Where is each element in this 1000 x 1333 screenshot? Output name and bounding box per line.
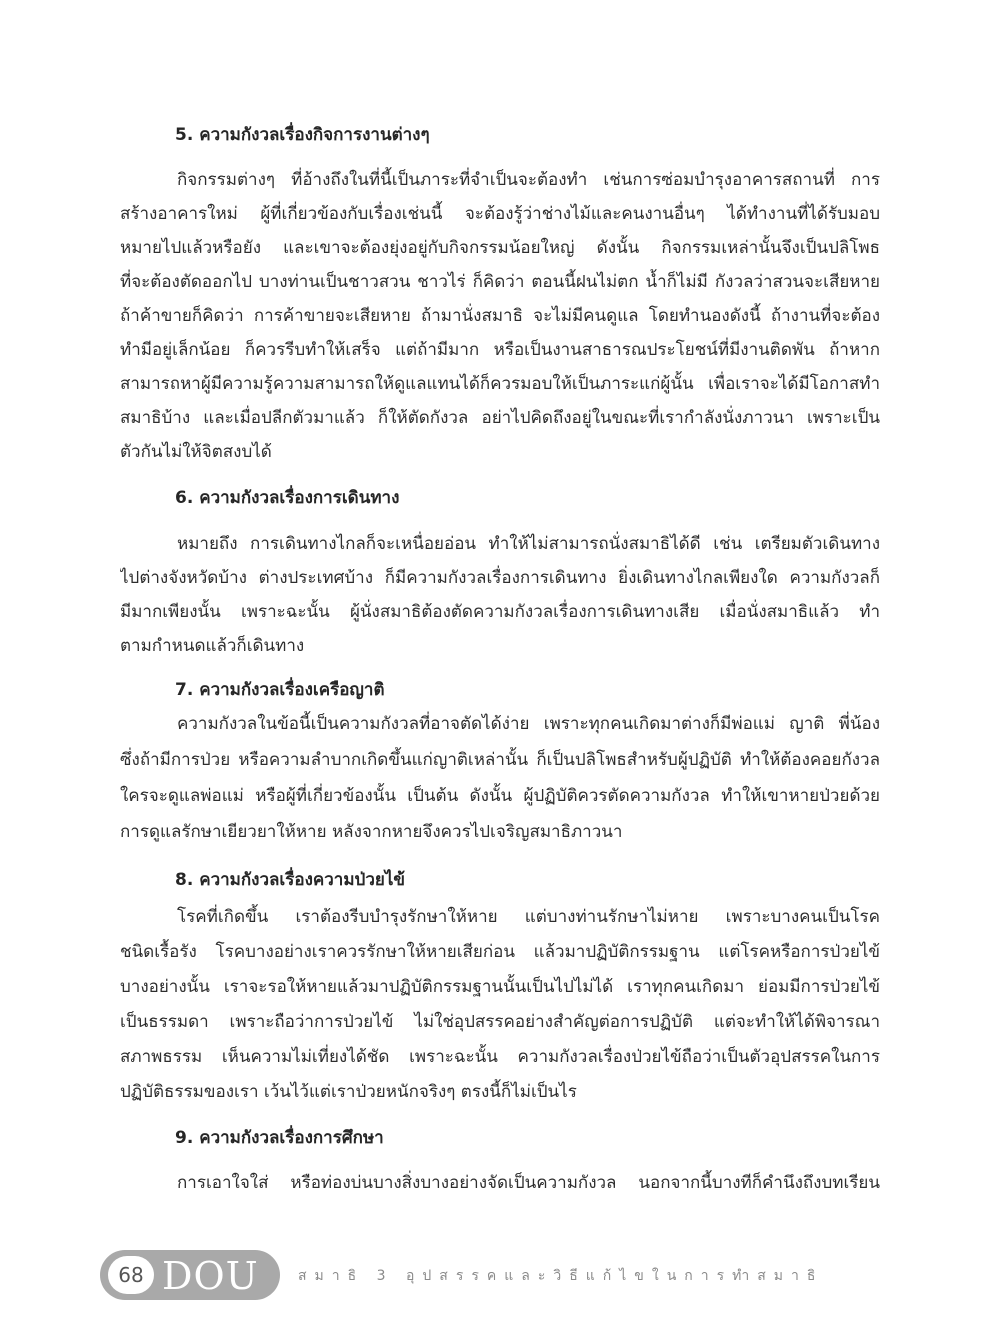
section-8-paragraph [120, 900, 880, 1110]
paragraph-line: ถ้าค้าขายก็คิดว่า การค้าขายจะเสียหาย ถ้ามานั่งสมาธิ จะไม่มีคนดูแล โดยทำนองดังนี้ ถ้างานที่จะต้อง [120, 306, 880, 326]
section-heading: 7. ความกังวลเรื่องเครือญาติ [175, 680, 385, 700]
section-heading: 5. ความกังวลเรื่องกิจการงานต่างๆ [175, 125, 430, 145]
paragraph-line: หมายถึง การเดินทางไกลก็จะเหนื่อยอ่อน ทำให้ไม่สามารถนั่งสมาธิได้ดี เช่น เตรียมตัวเดินทาง [177, 534, 880, 554]
paragraph-line: โรคที่เกิดขึ้น เราต้องรีบบำรุงรักษาให้หาย แต่บางท่านรักษาไม่หาย เพราะบางคนเป็นโรค [177, 907, 880, 927]
paragraph-line: ไปต่างจังหวัดบ้าง ต่างประเทศบ้าง ก็มีความกังวลเรื่องการเดินทาง ยิ่งเดินทางไกลเพียงใด ความกังวลก็ [120, 568, 880, 588]
running-title: สมาธิ 3 อุปสรรคและวิธีแก้ไขในการทำสมาธิ [298, 1268, 824, 1284]
paragraph-line: ตามกำหนดแล้วก็เดินทาง [120, 636, 305, 656]
paragraph-line: การเอาใจใส่ หรือท่องบ่นบางสิ่งบางอย่างจัดเป็นความกังวล นอกจากนี้บางทีก็คำนึงถึงบทเรียน [177, 1173, 880, 1193]
paragraph-line: ชนิดเรื้อรัง โรคบางอย่างเราควรรักษาให้หายเสียก่อน แล้วมาปฏิบัติกรรมฐาน แต่โรคหรือการป่วยไข้ [120, 942, 880, 962]
section-6-paragraph [120, 527, 880, 663]
paragraph-line: ที่จะต้องตัดออกไป บางท่านเป็นชาวสวน ชาวไร่ ก็คิดว่า ตอนนี้ฝนไม่ตก น้ำก็ไม่มี กังวลว่าสวนจะเสียหาย [120, 272, 880, 292]
paragraph-line: สามารถหาผู้มีความรู้ความสามารถให้ดูแลแทนได้ก็ควรมอบให้เป็นภาระแก่ผู้นั้น เพื่อเราจะได้มีโอกาสทำ [120, 374, 880, 394]
paragraph-line: สร้างอาคารใหม่ ผู้ที่เกี่ยวข้องกับเรื่องเช่นนี้ จะต้องรู้ว่าช่างไม้และคนงานอื่นๆ ได้ทำงานที่ได้รับมอบ [120, 204, 880, 224]
paragraph-line: สภาพธรรม เห็นความไม่เที่ยงได้ชัด เพราะฉะนั้น ความกังวลเรื่องป่วยไข้ถือว่าเป็นตัวอุปสรรคในการ [120, 1047, 880, 1067]
paragraph-line: หมายไปแล้วหรือยัง และเขาจะต้องยุ่งอยู่กับกิจกรรมน้อยใหญ่ ดังนั้น กิจกรรมเหล่านั้นจึงเป็นปลิโพธ [120, 238, 880, 258]
footer-badge [100, 1250, 280, 1300]
paragraph-line: ทำมีอยู่เล็กน้อย ก็ควรรีบทำให้เสร็จ แต่ถ้ามีมาก หรือเป็นงานสาธารณประโยชน์ที่มีงานติดพัน ถ้าหาก [120, 340, 880, 360]
section-9-paragraph [120, 1166, 880, 1200]
dou-logo: DOU [162, 1254, 259, 1298]
paragraph-line: ซึ่งถ้ามีการป่วย หรือความลำบากเกิดขึ้นแก่ญาติเหล่านั้น ก็เป็นปลิโพธสำหรับผู้ปฏิบัติ ทำให้ต้องคอยกังวล [120, 750, 880, 770]
paragraph-line: ตัวกันไม่ให้จิตสงบได้ [120, 442, 272, 462]
section-7-paragraph [120, 706, 880, 850]
section-heading: 6. ความกังวลเรื่องการเดินทาง [175, 488, 400, 508]
paragraph-line: ใครจะดูแลพ่อแม่ หรือผู้ที่เกี่ยวข้องนั้น เป็นต้น ดังนั้น ผู้ปฏิบัติควรตัดความกังวล ทำให้เขาหายป่วยด้วย [120, 786, 880, 806]
section-5-paragraph [120, 163, 880, 469]
paragraph-line: เป็นธรรมดา เพราะถือว่าการป่วยไข้ ไม่ใช่อุปสรรคอย่างสำคัญต่อการปฏิบัติ แต่จะทำให้ได้พิจารณา [120, 1012, 880, 1032]
paragraph-line: ปฏิบัติธรรมของเรา เว้นไว้แต่เราป่วยหนักจริงๆ ตรงนี้ก็ไม่เป็นไร [120, 1082, 577, 1102]
paragraph-line: สมาธิบ้าง และเมื่อปลีกตัวมาแล้ว ก็ให้ตัดกังวล อย่าไปคิดถึงอยู่ในขณะที่เรากำลังนั่งภาวนา เพราะเป็น [120, 408, 880, 428]
paragraph-line: ความกังวลในข้อนี้เป็นความกังวลที่อาจตัดได้ง่าย เพราะทุกคนเกิดมาต่างก็มีพ่อแม่ ญาติ พี่น้อง [177, 714, 880, 734]
section-heading: 9. ความกังวลเรื่องการศึกษา [175, 1128, 384, 1148]
paragraph-line: บางอย่างนั้น เราจะรอให้หายแล้วมาปฏิบัติกรรมฐานนั้นเป็นไปไม่ได้ เราทุกคนเกิดมา ย่อมมีการป่วยไข้ [120, 977, 880, 997]
paragraph-line: การดูแลรักษาเยียวยาให้หาย หลังจากหายจึงควรไปเจริญสมาธิภาวนา [120, 822, 623, 842]
page-number: 68 [108, 1256, 154, 1294]
paragraph-line: กิจกรรมต่างๆ ที่อ้างถึงในที่นี้เป็นภาระที่จำเป็นจะต้องทำ เช่นการซ่อมบำรุงอาคารสถานที่ การ [177, 170, 880, 190]
paragraph-line: มีมากเพียงนั้น เพราะฉะนั้น ผู้นั่งสมาธิต้องตัดความกังวลเรื่องการเดินทางเสีย เมื่อนั่งสมาธิแล้ว ทำ [120, 602, 880, 622]
section-heading: 8. ความกังวลเรื่องความป่วยไข้ [175, 870, 406, 890]
